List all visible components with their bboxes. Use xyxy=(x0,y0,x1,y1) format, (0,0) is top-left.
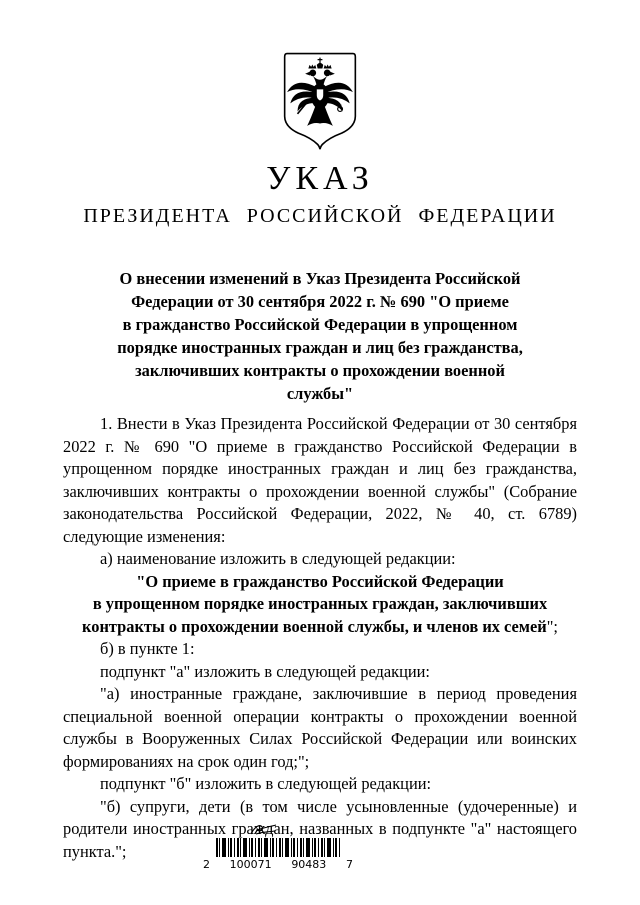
paragraph-subpoint-b-intro: подпункт "б" изложить в следующей редакции: xyxy=(100,774,432,793)
decree-body xyxy=(63,413,577,863)
renamed-title-suffix: "; xyxy=(546,616,558,636)
barcode-digit-group: 100071 xyxy=(229,858,272,871)
renamed-title-last-line xyxy=(63,616,577,639)
decree-type-heading: УКАЗ xyxy=(266,160,374,197)
paragraph-subitem-a: а) наименование изложить в следующей редакции: xyxy=(100,549,456,568)
document-footer xyxy=(203,822,353,871)
stamp-mark xyxy=(249,822,353,838)
barcode-digit-group: 2 xyxy=(203,858,210,871)
barcode-digits xyxy=(203,858,353,871)
decree-subject-title: О внесении изменений в Указ Президента Российской Федерации от 30 сентября 2022 г. № 690 "О приеме в гражданство Российской Федерации в упрощенном порядке иностранных граждан и лиц без гражданства, заключивших контракты о прохождении военной службы" xyxy=(117,269,523,403)
paragraph-amendment-intro: 1. Внести в Указ Президента Российской Федерации от 30 сентября 2022 г. № 690 "О приеме в гражданство Российской Федерации в упрощенном порядке иностранных граждан и лиц без гражданства, заключивших контракты о прохождении военной службы" (Собрание законодательства Российской Федерации, 2022, № 40, ст. 6789) следующие изменения: xyxy=(63,414,577,546)
renamed-title-lines: "О приеме в гражданство Российской Федерации в упрощенном порядке иностранных граждан, заключивших xyxy=(92,571,548,613)
barcode-digit-group: 7 xyxy=(345,858,353,871)
paragraph-subpoint-a-text: "а) иностранные граждане, заключившие в период проведения специальной военной операции контракты о прохождении военной службы в Вооруженных Силах Российской Федерации или воинских формированиях на срок один год;"; xyxy=(63,684,577,771)
renamed-decree-title xyxy=(63,571,577,639)
paragraph-subpoint-b-text: "б) супруги, дети (в том числе усыновленные (удочеренные) и родители иностранных граждан, названных в подпункте "а" настоящего пункта."; xyxy=(63,796,577,861)
paragraph-subitem-b: б) в пункте 1: xyxy=(100,639,195,658)
russian-coat-of-arms xyxy=(278,52,362,150)
paragraph-subpoint-a-intro: подпункт "а" изложить в следующей редакции: xyxy=(100,661,430,681)
renamed-title-bold-text: контракты о прохождении военной службы, и членов их семей xyxy=(82,616,547,636)
double-headed-eagle-icon xyxy=(278,52,362,150)
decree-issuer-heading: ПРЕЗИДЕНТА РОССИЙСКОЙ ФЕДЕРАЦИИ xyxy=(83,205,557,227)
barcode-digit-group: 90483 xyxy=(291,858,327,871)
barcode-bars xyxy=(216,838,340,857)
